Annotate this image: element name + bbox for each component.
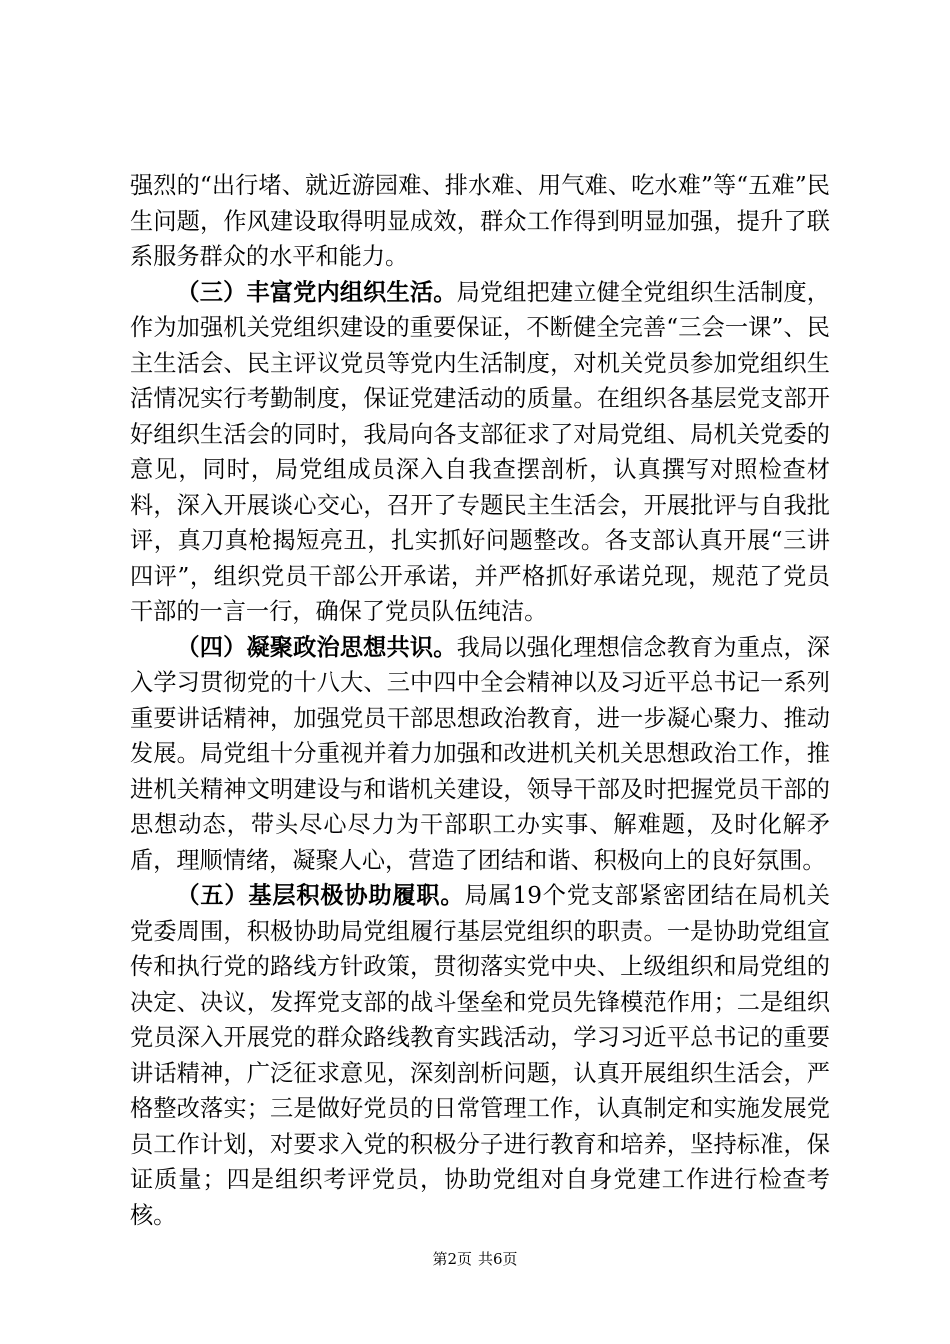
paragraph-section-3 [130,275,830,630]
document-body [130,168,830,1233]
page-footer [0,1249,950,1269]
page-number: 第2页 [432,1250,472,1268]
section-heading: （五）基层积极协助履职。 [176,882,465,909]
paragraph-section-5 [130,878,830,1233]
paragraph-continuation [130,168,830,275]
paragraph-text: 局党组把建立健全党组织生活制度，作为加强机关党组织建设的重要保证，不断健全完善“三会一课”、民主生活会、民主评议党员等党内生活制度，对机关党员参加党组织生活情况实行考勤制度，保证党建活动的质量。在组织各基层党支部开好组织生活会的同时，我局向各支部征求了对局党组、局机关党委的意见，同时，局党组成员深入自我查摆剖析，认真撰写对照检查材料，深入开展谈心交心，召开了专题民主生活会，开展批评与自我批评，真刀真枪揭短亮丑，扎实抓好问题整改。各支部认真开展“三讲四评”，组织党员干部公开承诺，并严格抓好承诺兑现，规范了党员干部的一言一行，确保了党员队伍纯洁。 [130,278,830,625]
paragraph-text: 局属19个党支部紧密团结在局机关党委周围，积极协助局党组履行基层党组织的职责。一是协助党组宣传和执行党的路线方针政策，贯彻落实党中央、上级组织和局党组的决定、决议，发挥党支部的战斗堡垒和党员先锋模范作用；二是组织党员深入开展党的群众路线教育实践活动，学习习近平总书记的重要讲话精神，广泛征求意见，深刻剖析问题，认真开展组织生活会，严格整改落实；三是做好党员的日常管理工作，认真制定和实施发展党员工作计划，对要求入党的积极分子进行教育和培养，坚持标准，保证质量；四是组织考评党员，协助党组对自身党建工作进行检查考核。 [130,882,830,1229]
section-heading: （四）凝聚政治思想共识。 [176,633,457,661]
page-total: 共6页 [478,1250,518,1268]
paragraph-text: 我局以强化理想信念教育为重点，深入学习贯彻党的十八大、三中四中全会精神以及习近平总书记一系列重要讲话精神，加强党员干部思想政治教育，进一步凝心聚力、推动发展。局党组十分重视并着力加强和改进机关机关思想政治工作，推进机关精神文明建设与和谐机关建设，领导干部及时把握党员干部的思想动态，带头尽心尽力为干部职工办实事、解难题，及时化解矛盾，理顺情绪，凝聚人心，营造了团结和谐、积极向上的良好氛围。 [130,633,830,874]
paragraph-text: 强烈的“出行堵、就近游园难、排水难、用气难、吃水难”等“五难”民生问题，作风建设取得明显成效，群众工作得到明显加强，提升了联系服务群众的水平和能力。 [130,172,830,270]
section-heading: （三）丰富党内组织生活。 [176,278,457,306]
paragraph-section-4 [130,630,830,879]
